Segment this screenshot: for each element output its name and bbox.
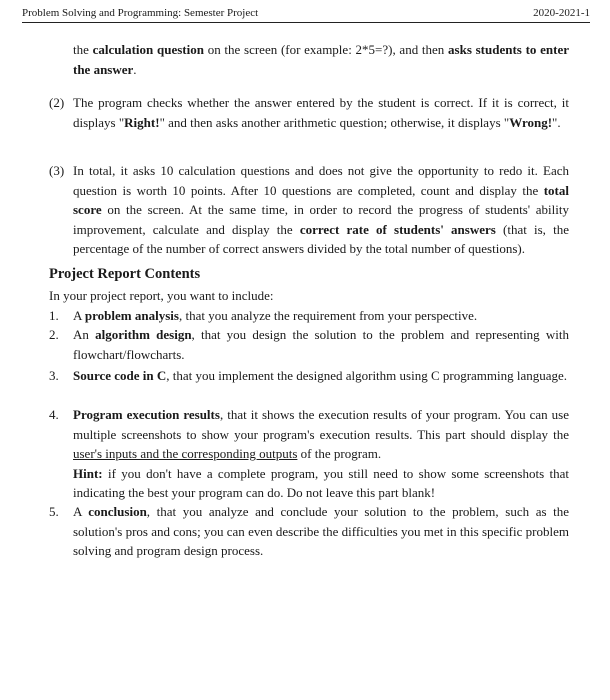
list-number: 4.: [49, 407, 59, 422]
section-heading: Project Report Contents: [49, 266, 201, 282]
requirement-text: [73, 161, 569, 259]
report-list-item: [49, 325, 569, 364]
requirement-number: (3): [49, 163, 65, 178]
list-item-text: [73, 502, 569, 561]
bold-run: Right!: [124, 114, 160, 130]
bold-run: Program execution results: [73, 407, 220, 422]
text-run: the: [73, 42, 93, 57]
page-header: [22, 5, 590, 23]
bold-run: Source code in C: [73, 368, 167, 383]
text-run: The program checks whether the answer entered by the student is correct. If it is correct, it displays ": [73, 95, 569, 130]
section-intro: In your project report, you want to include:: [49, 288, 274, 303]
requirement-3: [49, 161, 569, 259]
requirement-number: (2): [49, 95, 65, 110]
text-run: " and then asks another arithmetic question; otherwise, it displays ": [159, 114, 510, 130]
text-run: ".: [552, 114, 561, 130]
bold-run: total score: [73, 182, 569, 217]
list-number: 2.: [49, 327, 59, 342]
list-number: 3.: [49, 368, 59, 383]
report-list-item: [49, 405, 569, 503]
header-term: 2020-2021-1: [533, 7, 590, 19]
text-run: .: [133, 61, 137, 77]
bold-run: Wrong!: [509, 114, 553, 130]
bold-run: calculation question: [92, 42, 204, 57]
hint-label: Hint:: [73, 465, 103, 481]
hint-text: if you don't have a complete program, you still need to show some screenshots that indicating the best your program can do. Do not leave this part blank!: [73, 465, 569, 500]
text-run: of the program.: [297, 446, 382, 461]
text-run: on the screen (for example: 2*5=?), and then: [203, 42, 449, 57]
requirement-2: [49, 93, 569, 132]
bold-run: correct rate of students' answers: [299, 221, 496, 237]
text-run: A: [73, 504, 89, 519]
text-run: In total, it asks 10 calculation questions and does not give the opportunity to redo it. Each question is worth 10 points. After 10 questions are completed, count and display the: [73, 163, 569, 198]
report-list-item: [49, 502, 569, 561]
text-run: An: [73, 327, 96, 342]
text-run: (that is, the percentage of the number of correct answers divided by the total number of questions).: [73, 221, 569, 256]
bold-run: asks students to enter the answer: [73, 42, 570, 77]
bold-run: algorithm design: [95, 327, 192, 342]
list-item-text: [73, 306, 569, 326]
list-item-text: [73, 366, 569, 386]
text-run: A: [73, 308, 85, 323]
bold-run: conclusion: [88, 504, 147, 519]
list-number: 5.: [49, 504, 59, 519]
report-list-item: [49, 366, 569, 386]
text-run: , that you analyze the requirement from your perspective.: [178, 308, 478, 323]
list-item-text: [73, 325, 569, 364]
header-course-title: Problem Solving and Programming: Semester Project: [22, 7, 259, 19]
text-run: , that you analyze and conclude your solution to the problem, such as the solution's pros and cons; you can even describe the difficulties you met in this specific problem solving and program design process.: [73, 504, 570, 558]
text-run: , that it shows the execution results of your program. You can use multiple screenshots to show your program's execution results. This part should display the: [73, 407, 569, 442]
text-run: on the screen. At the same time, in order to record the progress of students' ability improvement, calculate and display the: [73, 202, 569, 237]
text-run: , that you implement the designed algorithm using C programming language.: [166, 368, 568, 383]
list-item-text: [73, 405, 569, 503]
bold-run: problem analysis: [84, 308, 179, 323]
underlined-run: user's inputs and the corresponding outputs: [73, 446, 298, 461]
list-number: 1.: [49, 308, 59, 323]
requirement-1-continuation: [73, 40, 569, 79]
requirement-text: [73, 93, 569, 132]
report-list-item: [49, 306, 569, 326]
text-run: , that you design the solution to the problem and representing with flowchart/flowcharts.: [73, 327, 569, 362]
